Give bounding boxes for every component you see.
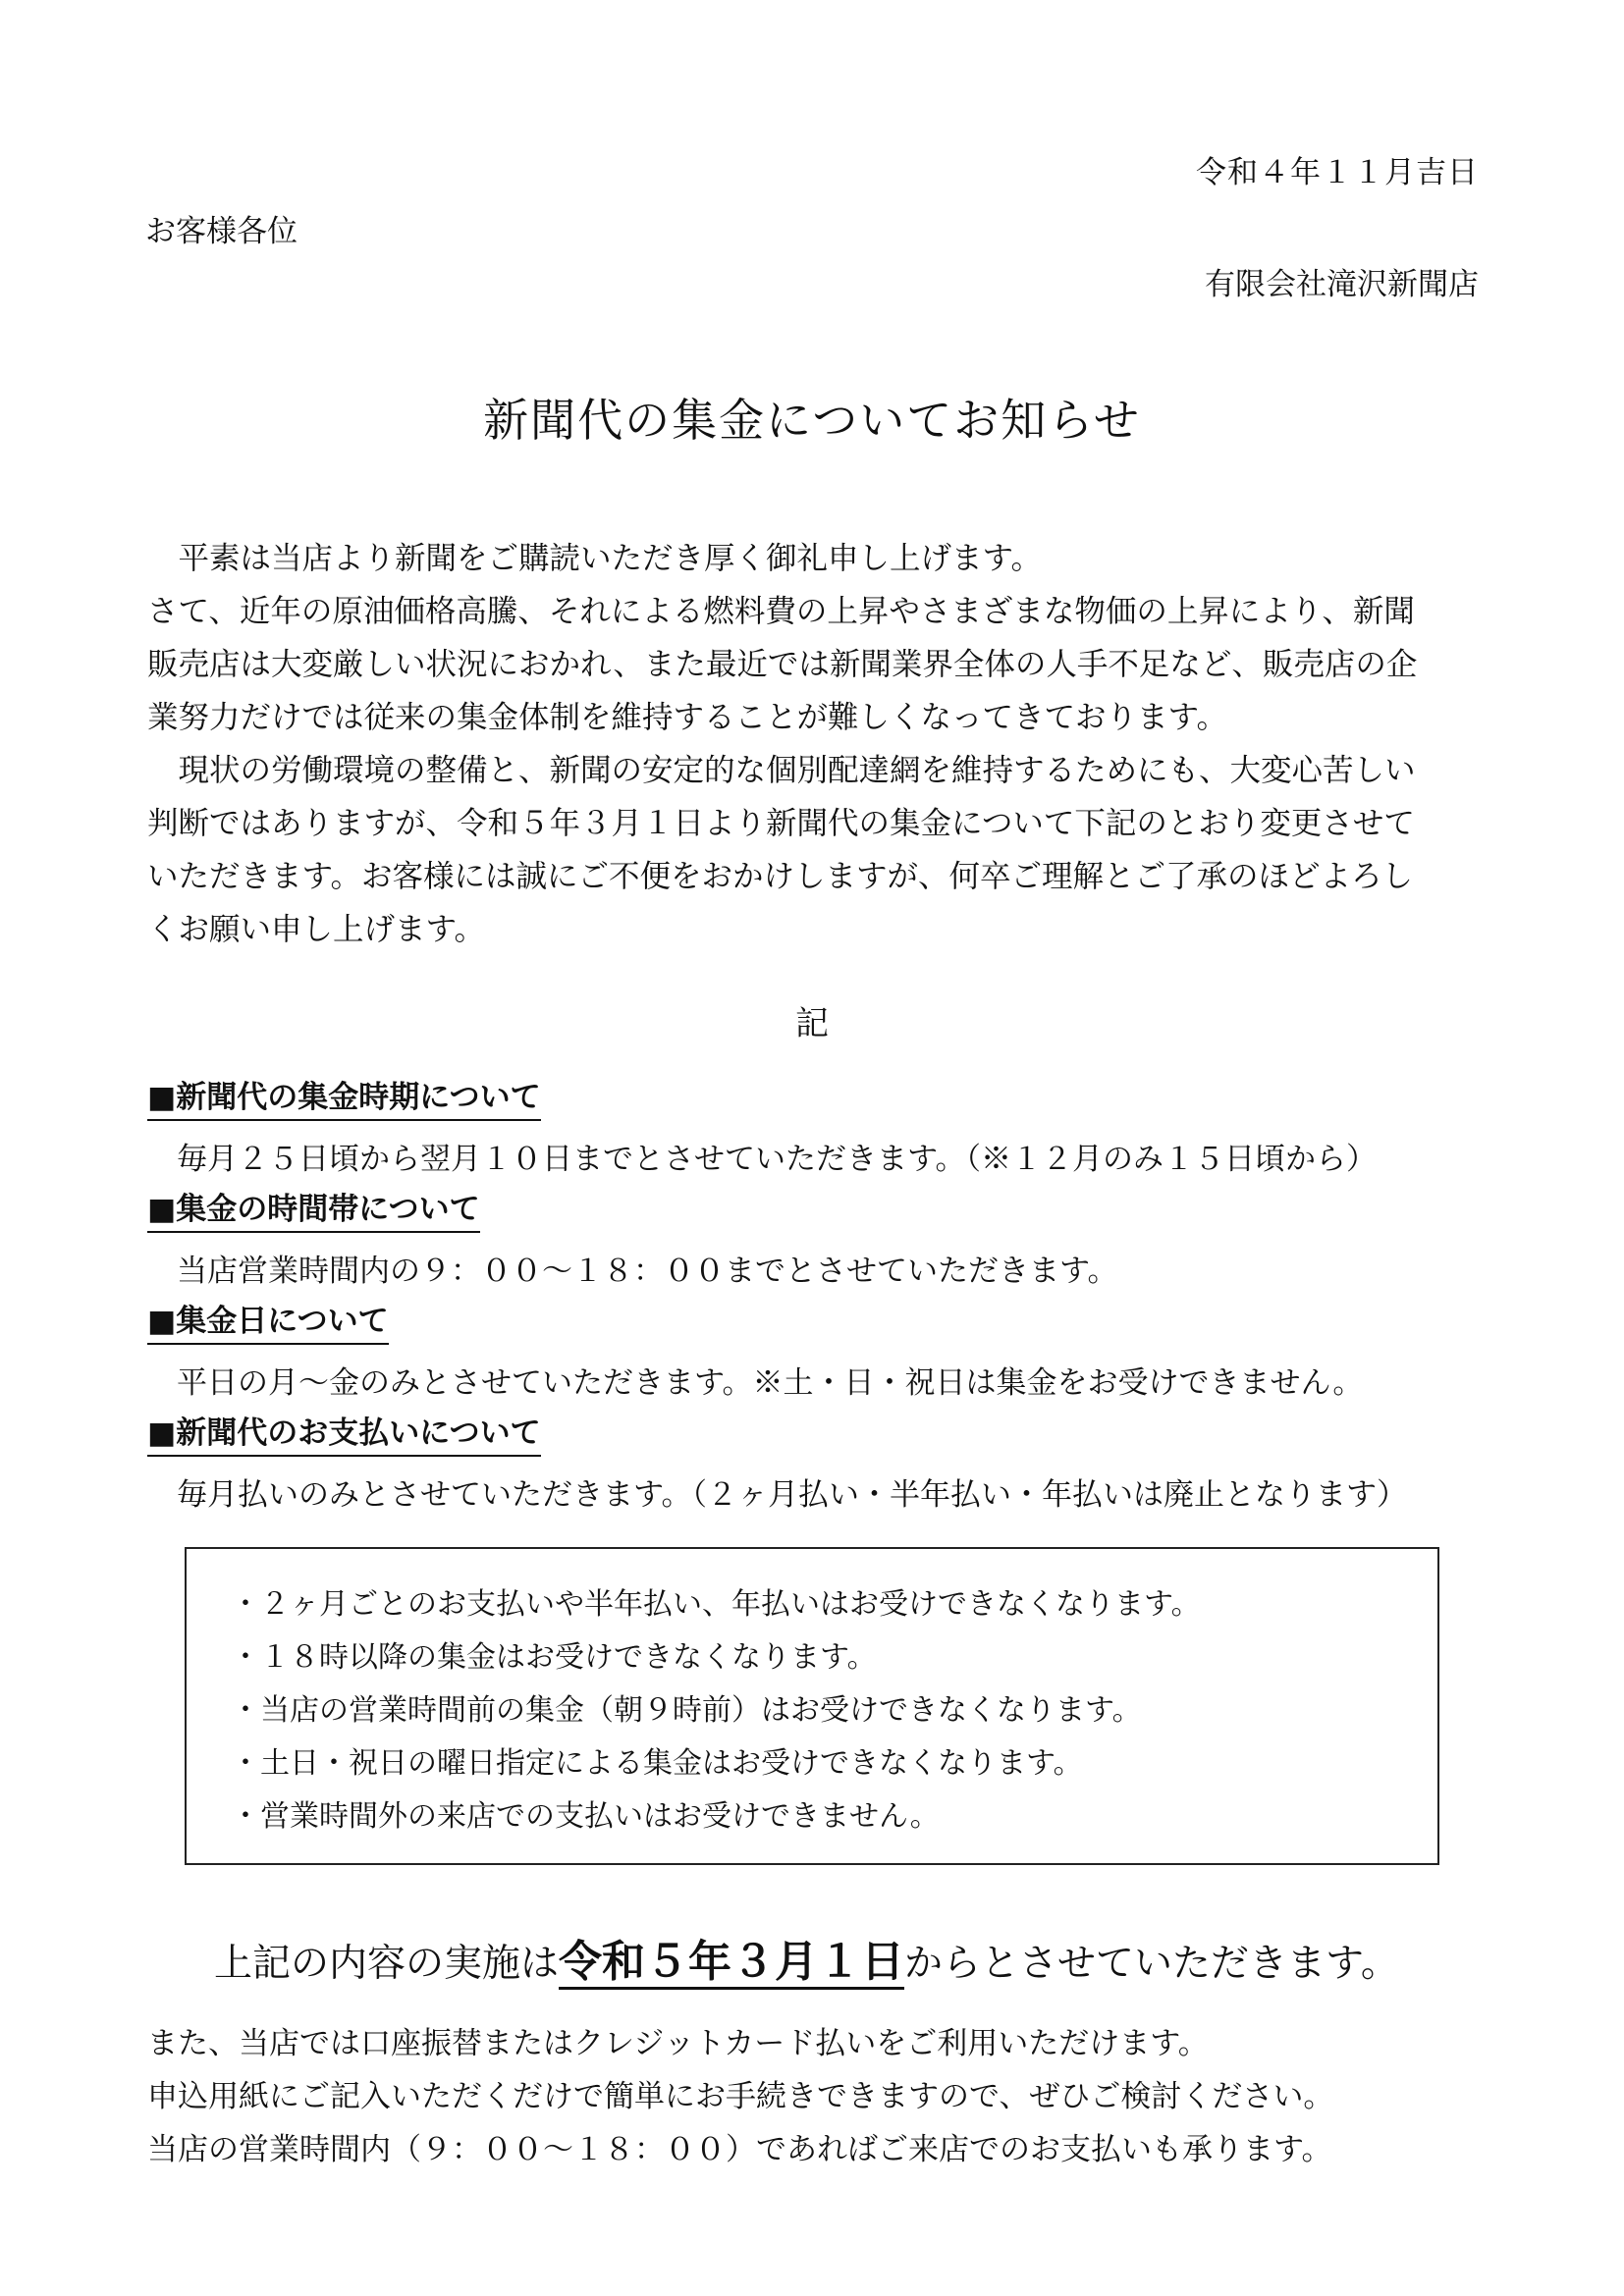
document-title: 新聞代の集金についてお知らせ (483, 394, 1141, 447)
body-line: くお願い申し上げます。 (147, 912, 485, 947)
section-heading-payment: ■新聞代のお支払いについて (147, 1414, 541, 1457)
body-line: 平素は当店より新聞をご購読いただき厚く御礼申し上げます。 (147, 541, 1042, 576)
footer-line: また、当店では口座振替またはクレジットカード払いをご利用いただけます。 (147, 2026, 1209, 2061)
section-text-time-slot: 当店営業時間内の９：００～１８：００までとさせていただきます。 (177, 1254, 1118, 1289)
implementation-date: 令和５年３月１日 (559, 1937, 904, 1990)
body-text (147, 532, 1481, 956)
body-line: 現状の労働環境の整備と、新聞の安定的な個別配達網を維持するためにも、大変心苦しい (147, 753, 1416, 788)
ki-marker: 記 (795, 1004, 829, 1043)
note-item: ・２ヶ月ごとのお支払いや半年払い、年払いはお受けできなくなります。 (231, 1587, 1201, 1622)
body-line: 販売店は大変厳しい状況におかれ、また最近では新聞業界全体の人手不足など、販売店の企 (147, 647, 1418, 682)
note-item: ・営業時間外の来店での支払いはお受けできません。 (231, 1799, 940, 1834)
notes-box (185, 1547, 1439, 1865)
note-item: ・土日・祝日の曜日指定による集金はお受けできなくなります。 (231, 1746, 1083, 1781)
section-text-collection-days: 平日の月～金のみとさせていただきます。※土・日・祝日は集金をお受けできません。 (177, 1365, 1364, 1401)
issue-date: 令和４年１１月吉日 (1196, 155, 1479, 190)
sender-company: 有限会社滝沢新聞店 (1205, 267, 1479, 302)
footer-text (147, 2017, 1333, 2176)
implementation-suffix: からとさせていただきます。 (904, 1942, 1399, 1986)
body-line: いただきます。お客様には誠にご不便をおかけしますが、何卒ご理解とご了承のほどよろし (147, 859, 1413, 894)
note-item: ・当店の営業時間前の集金（朝９時前）はお受けできなくなります。 (231, 1693, 1142, 1728)
implementation-prefix: 上記の内容の実施は (214, 1942, 560, 1986)
footer-line: 当店の営業時間内（９：００～１８：００）であればご来店でのお支払いも承ります。 (147, 2132, 1332, 2167)
body-line: さて、近年の原油価格高騰、それによる燃料費の上昇やさまざまな物価の上昇により、新聞 (147, 594, 1415, 629)
section-heading-collection-days: ■集金日について (147, 1302, 389, 1345)
body-line: 判断ではありますが、令和５年３月１日より新聞代の集金について下記のとおり変更させて (147, 806, 1415, 841)
section-text-payment: 毎月払いのみとさせていただきます。（２ヶ月払い・半年払い・年払いは廃止となります） (177, 1477, 1408, 1513)
section-text-collection-period: 毎月２５日頃から翌月１０日までとさせていただきます。（※１２月のみ１５日頃から） (177, 1142, 1378, 1177)
implementation-statement (214, 1926, 1399, 1989)
recipient: お客様各位 (145, 214, 298, 249)
note-item: ・１８時以降の集金はお受けできなくなります。 (231, 1640, 877, 1675)
section-heading-time-slot: ■集金の時間帯について (147, 1190, 480, 1233)
section-heading-collection-period: ■新聞代の集金時期について (147, 1078, 541, 1121)
footer-line: 申込用紙にご記入いただくだけで簡単にお手続きできますので、ぜひご検討ください。 (147, 2079, 1334, 2114)
body-line: 業努力だけでは従来の集金体制を維持することが難しくなってきております。 (147, 700, 1227, 735)
